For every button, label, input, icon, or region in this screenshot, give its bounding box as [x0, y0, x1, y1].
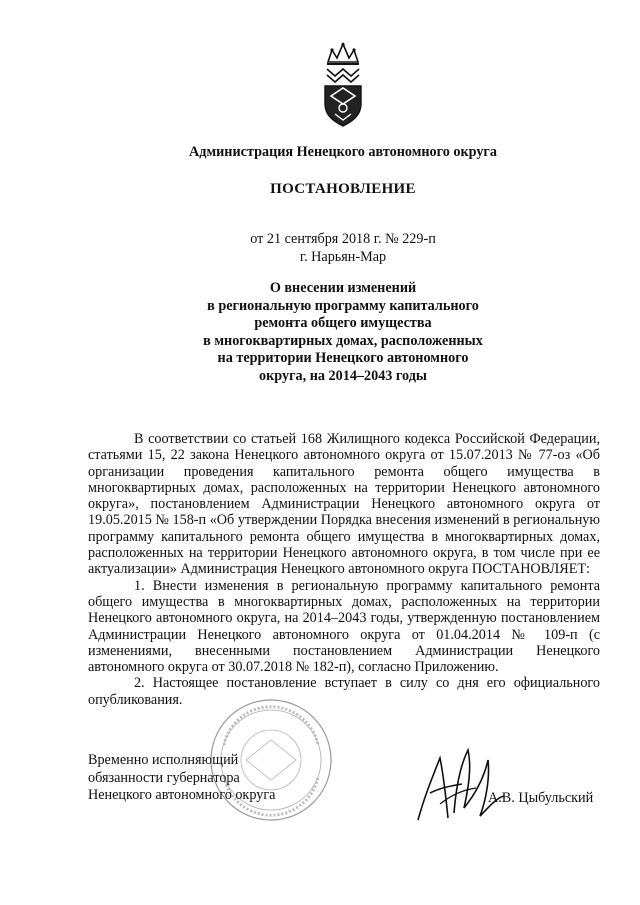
coat-of-arms-icon — [318, 42, 368, 128]
title-line: О внесении изменений — [269, 280, 417, 296]
organization-name: Администрация Ненецкого автономного округа — [189, 144, 497, 160]
title-line: в многоквартирных домах, расположенных — [203, 332, 483, 349]
signer-name: А.В. Цыбульский — [488, 790, 594, 806]
position-line: Ненецкого автономного округа — [88, 787, 276, 804]
title-line: в региональную программу капитального — [207, 297, 479, 314]
title-line: на территории Ненецкого автономного — [217, 350, 469, 367]
handwritten-signature-icon — [410, 738, 510, 828]
document-title — [0, 280, 640, 386]
signatory-position — [88, 752, 275, 805]
item-2-paragraph: 2. Настоящее постановление вступает в силу со дня его официального опубликования. — [88, 675, 600, 708]
preamble-paragraph: В соответствии со статьей 168 Жилищного кодекса Российской Федерации, статьями 15, 22 закона Ненецкого автономного округа от 15.07.2013 № 77-оз «Об организации проведения капитального ремонта общего имущества в многоквартирных домах, расположенных на территории Ненецкого автономного округа», постановлением Администрации Ненецкого автономного округа от 19.05.2015 № 158-п «Об утверждении Порядка внесения изменений в региональную программу капитального ремонта общего имущества в многоквартирных домах, расположенных на территории Ненецкого автономного округа, в том числе при ее актуализации» Администрация Ненецкого автономного округа ПОСТАНОВЛЯЕТ: — [88, 431, 600, 578]
document-type: ПОСТАНОВЛЕНИЕ — [270, 181, 416, 197]
document-date-number: от 21 сентября 2018 г. № 229-п — [250, 231, 436, 247]
title-line: округа, на 2014–2043 годы — [259, 367, 427, 384]
document-body — [88, 431, 600, 708]
item-1-paragraph: 1. Внести изменения в региональную программу капитального ремонта общего имущества в многоквартирных домах, расположенных на территории Ненецкого автономного округа, на 2014–2043 годы, утвержденную постановлением Администрации Ненецкого автономного округа от 01.04.2014 № 109-п (с изменениями, внесенными постановлением Администрации Ненецкого автономного округа от 30.07.2018 № 182-п), согласно Приложению. — [88, 577, 600, 676]
position-line: Временно исполняющий — [88, 752, 239, 768]
document-place: г. Нарьян-Мар — [299, 249, 387, 265]
position-line: обязанности губернатора — [88, 769, 240, 786]
title-line: ремонта общего имущества — [254, 315, 432, 332]
